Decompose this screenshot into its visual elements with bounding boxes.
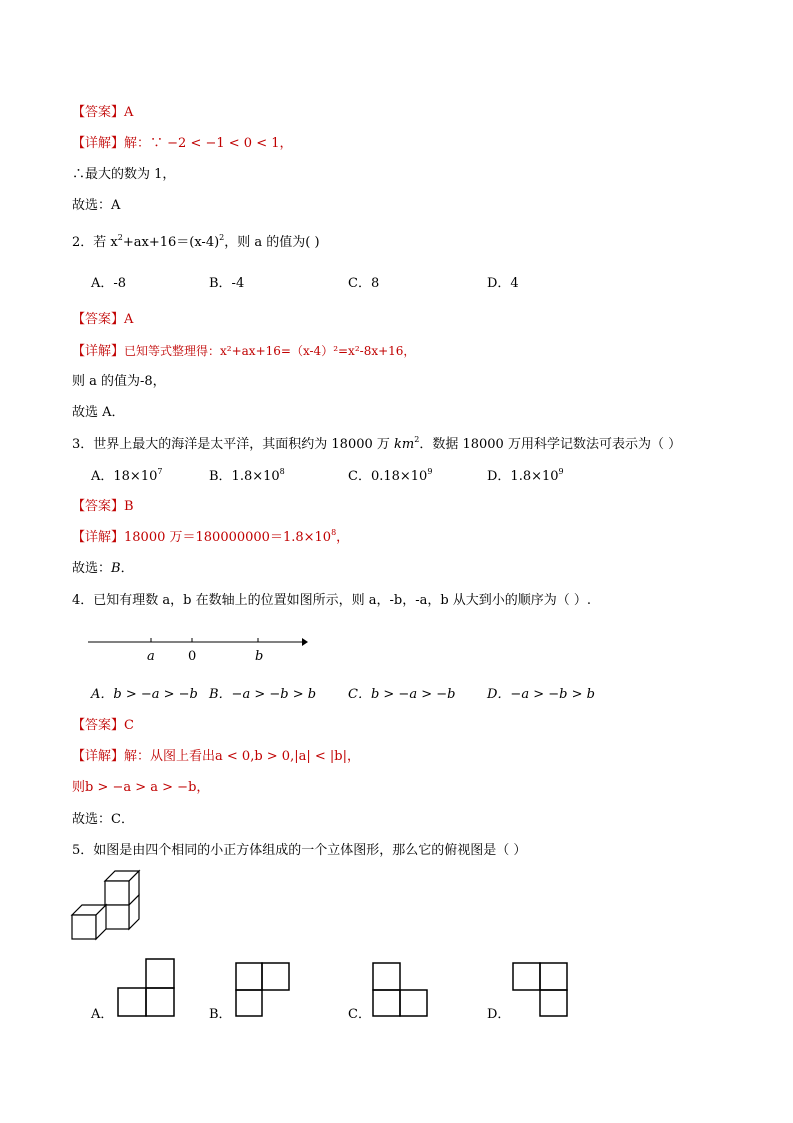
q4-option-c: C．b > −a > −b xyxy=(348,687,456,702)
q3-detail: 【详解】18000 万$=180000000=1.8\times 10^8$， xyxy=(72,528,350,545)
q4-option-d: D．−a > −b > b xyxy=(487,687,595,702)
q3-choose: 故选：B． xyxy=(72,561,134,576)
q2-stem: 2．若 $x^2+ax+16=(x-4)^2$，则 a 的值为( ) xyxy=(72,233,320,250)
q5-option-c: C． xyxy=(348,1007,371,1022)
q3-option-a: A．$18\times 10^7$ xyxy=(91,467,163,484)
q5-stem: 5．如图是由四个相同的小正方体组成的一个立体图形，那么它的俯视图是（ ） xyxy=(72,843,527,858)
q5-figure-b xyxy=(235,962,292,1019)
q1-line2: ∴最大的数为 1， xyxy=(72,167,176,182)
q3-option-c: C．$0.18\times 10^9$ xyxy=(348,467,433,484)
q4-detail: 【详解】解：从图上看出a < 0,b > 0,|a| < |b|， xyxy=(72,749,360,764)
number-line xyxy=(88,632,308,672)
q1-answer: 【答案】A xyxy=(72,105,134,120)
q2-option-c: C．8 xyxy=(348,276,380,291)
solid-figure xyxy=(70,870,145,942)
q2-option-b: B．-4 xyxy=(209,276,245,291)
axis-label-a: a xyxy=(147,649,155,664)
q2-detail: 【详解】已知等式整理得：x²+ax+16=（x-4）²=x²-8x+16， xyxy=(72,344,416,359)
q4-option-b: B．−a > −b > b xyxy=(209,687,317,702)
q1-detail: 【详解】解：∵ −2 < −1 < 0 < 1， xyxy=(72,136,293,151)
q2-answer: 【答案】A xyxy=(72,312,134,327)
q5-figure-d xyxy=(512,962,570,1019)
q3-answer: 【答案】B xyxy=(72,499,134,514)
q5-option-d: D． xyxy=(487,1007,511,1022)
q2-option-a: A．-8 xyxy=(91,276,127,291)
q2-choose: 故选 A． xyxy=(72,405,125,420)
q4-choose: 故选：C． xyxy=(72,812,134,827)
q5-option-a: A． xyxy=(91,1007,114,1022)
q3-option-d: D．$1.8\times 10^9$ xyxy=(487,467,564,484)
q4-line2: 则b > −a > a > −b， xyxy=(72,780,210,795)
q5-figure-a xyxy=(117,958,177,1018)
q2-line2: 则 a 的值为-8， xyxy=(72,374,166,389)
q5-option-b: B． xyxy=(209,1007,232,1022)
axis-label-zero: 0 xyxy=(188,649,197,664)
q3-stem: 3．世界上最大的海洋是太平洋，其面积约为 18000 万 $km^2$．数据 18000 万用科学记数法可表示为（ ） xyxy=(72,435,682,452)
q4-answer: 【答案】C xyxy=(72,718,134,733)
q3-option-b: B．$1.8\times 10^8$ xyxy=(209,467,285,484)
q4-option-a: A．b > −a > −b xyxy=(91,687,198,702)
q5-figure-c xyxy=(372,962,429,1019)
axis-label-b: b xyxy=(255,649,264,664)
q2-option-d: D．4 xyxy=(487,276,519,291)
q4-stem: 4．已知有理数 a，b 在数轴上的位置如图所示，则 a，-b，-a，b 从大到小的顺序为（ ）. xyxy=(72,593,592,608)
q1-choose: 故选：A xyxy=(72,198,121,213)
